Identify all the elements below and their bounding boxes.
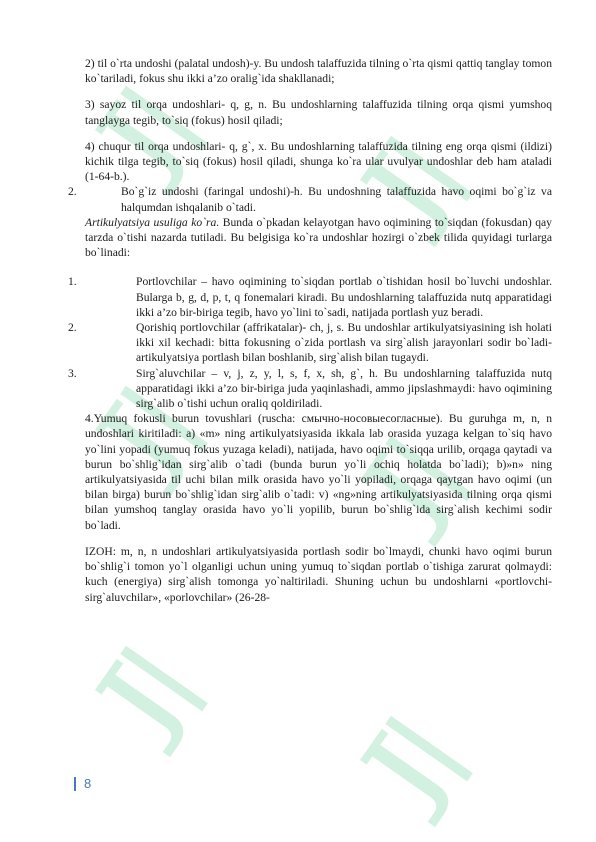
list-item-number: 2. [68,185,77,199]
list-item-text: Portlovchilar – havo oqimining to`siqdan portlab o`tishidan hosil bo`luvchi undoshlar. Bularga b, g, d, p, t, q fonemalari kiradi. Bu undoshlarning talaffuzida nutq apparatidagi ikki a’zo bir-biriga tegib, havo yo`lini to`sadi, natijada portlash yuz beradi. [136,275,552,319]
page-number: 8 [84,776,92,791]
page-content [68,56,552,605]
list-item [68,274,552,320]
paragraph-articulation [85,215,552,261]
paragraph-chuqur: 4) chuqur til orqa undoshlari- q, g`, x. Bu undoshlarning talaffuzida tilning eng orqa qismi (ildizi) kichik tilga tegib, to`siq (fokus) hosil qiladi, shunga ko`ra ular uvulyar undoshlar deb ham ataladi (1-64-b.). [85,139,552,184]
paragraph-izoh: IZOH: m, n, n undoshlari artikulyatsiyasida portlash sodir bo`lmaydi, chunki havo oqimi burun bo`shlig`i tomon yo`l olganligi uchun uning yumuq to`siqdan portlab o`tishiga zarurat qolmaydi: kuch (energiya) sirg`alish tomonga yo`naltiriladi. Shuning uchun bu undoshlarni «portlovchi-sirg`aluvchilar», «porlovchilar» (26-28- [85,544,552,604]
articulation-heading: Artikulyatsiya usuliga ko`ra. [85,215,220,229]
list-item-number: 2. [68,321,77,335]
watermark-mark [88,646,208,757]
paragraph-sayoz: 3) sayoz til orqa undoshlari- q, g, n. Bu undoshlarning talaffuzida tilning orqa qismi yumshoq tanglayga tegib, to`siq (fokus) hosil qiladi; [85,98,552,127]
paragraph-palatal: 2) til o`rta undoshi (palatal undosh)-y. Bu undosh talaffuzida tilning o`rta qismi qattiq tanglay tomon ko`tariladi, fokus shu ikki a’zo oralig`ida shakllanadi; [85,57,552,86]
list-item-text: Bo`g`iz undoshi (faringal undoshi)-h. Bu undoshning talaffuzida havo oqimi bo`g`iz va halqumdan ishqalanib o`tadi. [121,185,552,214]
articulation-text: Bunda o`pkadan kelayotgan havo oqimining to`siqdan (fokusdan) qay tarzda o`tishi nazarda tutiladi. Bu belgisiga ko`ra undoshlar hozirgi o`zbek tilida quyidagi turlarga bo`linadi: [85,215,552,260]
footer-accent-bar [74,777,76,791]
list-item [68,184,552,214]
paragraph-nasal: 4.Yumuq fokusli burun tovushlari (ruscha: смычно-носовыесогласные). Bu guruhga m, n, n undoshlari kiritiladi: a) «m» ning artikulyatsiyasida ikkala lab orasida yuzaga kelgan to`siq havo yo`lini yopadi (yumuq fokus yuzaga keladi), natijada, havo oqimi to`siqqa urilib, orqaga qaytadi va burun bo`shlig`idan sirg`alib o`tadi (bunda burun yo`li ochiq holatda bo`ladi); b)»n» ning artikulyatsiyasida til uchi bilan milk orasida havo yo`li yopiladi, orqaga qaytgan havo oqimi (un bilan birga) burun bo`shlig`idan sirg`alib o`tadi: v) «ng»ning artikulyatsiyasida tilning orqa qismi bilan yumshoq tanglay orasida havo yo`li yopilib, burun bo`shlig`ida sirg`alish kechimi sodir bo`ladi. [85,412,552,532]
list-item-text: Sirg`aluvchilar – v, j, z, y, l, s, f, x, sh, g`, h. Bu undoshlarning talaffuzida nutq apparatidagi ikki a’zo bir-biriga juda yaqinlashadi, ammo jipslashmaydi: havo oqimining sirg`alib o`tishi uchun oraliq qoldiriladi. [136,366,552,411]
list-item-number: 3. [68,366,77,380]
list-item-text: Qorishiq portlovchilar (affrikatalar)- ch, j, s. Bu undoshlar artikulyatsiyasining ish holati ikki xil kechadi: bitta fokusning o`zida portlash va sirg`alish jarayonlari sodir bo`ladi- artikulyatsiya portlash bilan boshlanib, sirg`alish bilan tugaydi. [136,321,552,365]
list-bogiz [68,184,552,214]
list-item-number: 1. [68,275,77,289]
list-item [68,320,552,366]
list-consonant-types [68,274,552,411]
watermark-mark [353,716,473,827]
list-item [68,366,552,412]
